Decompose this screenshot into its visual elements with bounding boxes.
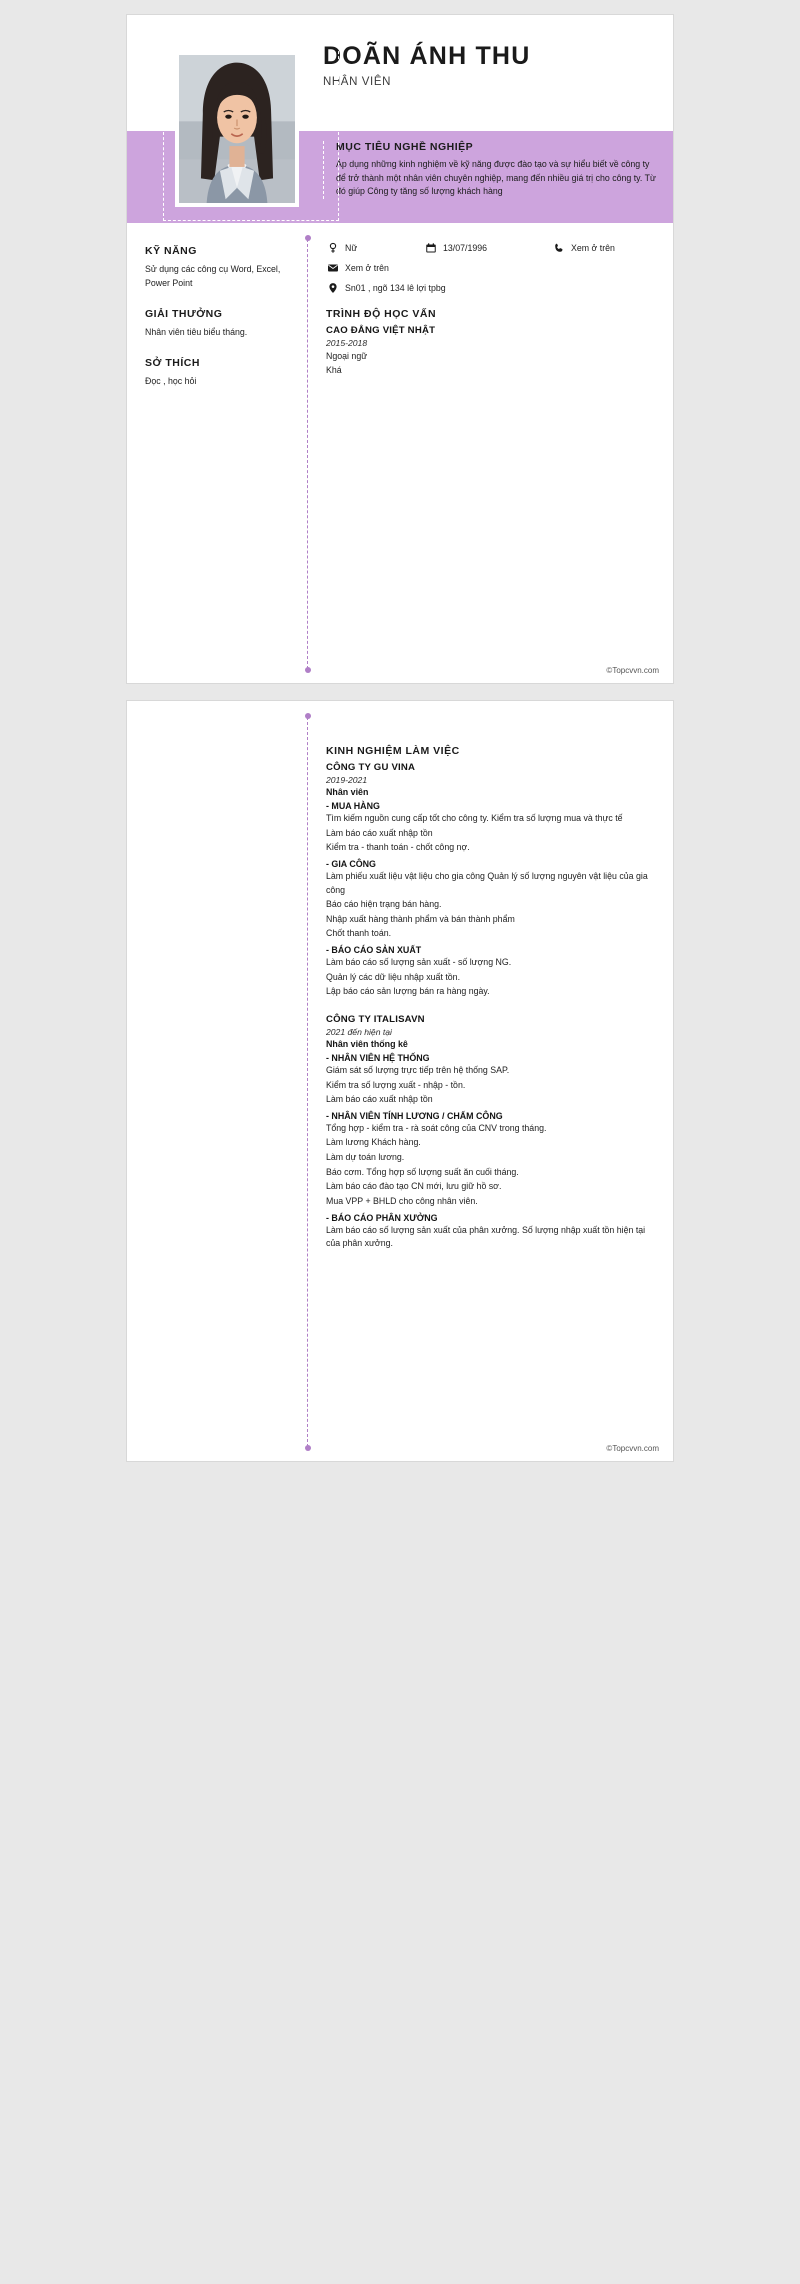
contact-phone-value: Xem ở trên bbox=[571, 242, 615, 253]
experience-role: Nhân viên thống kê bbox=[326, 1038, 408, 1049]
resume-page-2 bbox=[126, 700, 674, 1462]
education-section bbox=[326, 308, 657, 377]
hobbies-text: Đọc , học hỏi bbox=[145, 376, 197, 387]
education-school: CAO ĐẲNG VIỆT NHẬT bbox=[326, 325, 436, 336]
experience-line: Nhập xuất hàng thành phẩm và bán thành phẩm bbox=[326, 913, 515, 924]
education-title: TRÌNH ĐỘ HỌC VẤN bbox=[326, 308, 437, 320]
experience-line: Làm báo cáo xuất nhập tồn bbox=[326, 827, 433, 838]
page-title: DOÃN ÁNH THU bbox=[323, 42, 531, 70]
left-sidebar-page-2 bbox=[127, 701, 307, 1461]
experience-period: 2021 đến hiện tại bbox=[326, 1026, 392, 1037]
contact-address bbox=[326, 281, 446, 294]
contact-birthday-value: 13/07/1996 bbox=[443, 242, 488, 253]
contact-gender-value: Nữ bbox=[345, 242, 358, 253]
resume-body-page-2 bbox=[127, 701, 673, 1461]
experience-line: Làm báo cáo số lượng sản xuất - số lượng NG. bbox=[326, 957, 512, 967]
experience-line: Làm dự toán lương. bbox=[326, 1152, 405, 1162]
calendar-icon bbox=[424, 241, 437, 254]
experience-line: Kiểm tra số lượng xuất - nhập - tồn. bbox=[326, 1079, 466, 1090]
contact-email bbox=[326, 261, 389, 274]
portrait-illustration bbox=[179, 55, 295, 203]
experience-line: Lập báo cáo sản lượng bán ra hàng ngày. bbox=[326, 986, 490, 997]
education-grade: Khá bbox=[326, 365, 342, 376]
envelope-icon bbox=[326, 261, 339, 274]
experience-line: Chốt thanh toán. bbox=[326, 928, 392, 939]
contact-info bbox=[326, 241, 657, 294]
experience-line: Tìm kiếm nguồn cung cấp tốt cho công ty. Kiểm tra số lượng mua và thực tế bbox=[326, 813, 623, 823]
gender-icon bbox=[326, 241, 339, 254]
contact-birthday bbox=[424, 241, 552, 254]
experience-line: Làm lương Khách hàng. bbox=[326, 1137, 421, 1148]
main-content-page-1 bbox=[308, 223, 673, 683]
education-major: Ngoại ngữ bbox=[326, 351, 368, 361]
experience-line: Quản lý các dữ liệu nhập xuất tồn. bbox=[326, 971, 461, 982]
experience-line: Mua VPP + BHLD cho công nhân viên. bbox=[326, 1195, 478, 1206]
name-block bbox=[323, 43, 655, 88]
experience-company: CÔNG TY GU VINA bbox=[326, 762, 416, 773]
contact-gender bbox=[326, 241, 424, 254]
experience-line: Làm báo cáo đào tạo CN mới, lưu giữ hồ sơ. bbox=[326, 1181, 502, 1192]
experience-subheading: - BÁO CÁO SẢN XUẤT bbox=[326, 945, 422, 955]
experience-line: Báo cơm. Tổng hợp số lượng suất ăn cuối tháng. bbox=[326, 1166, 519, 1177]
skills-title: KỸ NĂNG bbox=[145, 245, 197, 257]
contact-email-value: Xem ở trên bbox=[345, 262, 389, 273]
objective-block bbox=[323, 141, 657, 199]
hobbies-title: SỞ THÍCH bbox=[145, 357, 200, 370]
experience-line: Tổng hợp - kiểm tra - rà soát công của CNV trong tháng. bbox=[326, 1122, 547, 1133]
education-period: 2015-2018 bbox=[326, 338, 368, 348]
contact-address-value: Sn01 , ngõ 134 lê lợi tpbg bbox=[345, 282, 446, 293]
experience-line: Làm phiếu xuất liệu vật liệu cho gia công Quản lý số lượng nguyên vật liệu của gia công bbox=[326, 870, 648, 895]
experience-role: Nhân viên bbox=[326, 787, 369, 797]
experience-item bbox=[326, 762, 657, 999]
main-content-page-2 bbox=[308, 701, 673, 1461]
experience-item bbox=[326, 1014, 657, 1251]
phone-icon bbox=[552, 241, 565, 254]
experience-line: Kiểm tra - thanh toán - chốt công nợ. bbox=[326, 842, 470, 853]
experience-subheading: - BÁO CÁO PHÂN XƯỞNG bbox=[326, 1212, 438, 1223]
candidate-photo bbox=[179, 55, 295, 203]
resume-page-1 bbox=[126, 14, 674, 684]
contact-row bbox=[326, 241, 657, 254]
contact-phone bbox=[552, 241, 615, 254]
experience-company: CÔNG TY ITALISAVN bbox=[326, 1013, 425, 1025]
experience-subheading: - NHÂN VIÊN HỆ THỐNG bbox=[326, 1052, 430, 1063]
job-title: NHÂN VIÊN bbox=[323, 76, 392, 89]
experience-line: Báo cáo hiện trạng bán hàng. bbox=[326, 899, 442, 910]
contact-row bbox=[326, 281, 657, 294]
experience-title: KINH NGHIỆM LÀM VIỆC bbox=[326, 745, 460, 757]
objective-title: MỤC TIÊU NGHỀ NGHIỆP bbox=[336, 141, 474, 153]
experience-subheading: - GIA CÔNG bbox=[326, 858, 376, 869]
contact-row bbox=[326, 261, 657, 274]
left-sidebar bbox=[127, 223, 307, 683]
awards-text: Nhân viên tiêu biểu tháng. bbox=[145, 327, 248, 338]
skills-text: Sử dụng các công cụ Word, Excel, Power Point bbox=[145, 264, 281, 289]
awards-title: GIẢI THƯỞNG bbox=[145, 308, 223, 321]
objective-text: Áp dụng những kinh nghiệm về kỹ năng được đào tạo và sự hiểu biết về công ty để trở thành một nhân viên chuyên nghiệp, mang đến nhiều giá trị cho công ty. Từ đó giúp Công ty tăng số lượng khách hàng bbox=[336, 159, 656, 197]
watermark: ©Topcvvn.com bbox=[606, 666, 659, 675]
experience-line: Làm báo cáo số lượng sản xuất của phân xưởng. Số lượng nhập xuất tồn hiện tại của phân xưởng. bbox=[326, 1224, 646, 1249]
experience-subheading: - NHÂN VIÊN TÍNH LƯƠNG / CHẤM CÔNG bbox=[326, 1110, 503, 1121]
experience-subheading: - MUA HÀNG bbox=[326, 801, 380, 811]
experience-line: Làm báo cáo xuất nhập tồn bbox=[326, 1094, 433, 1105]
experience-period: 2019-2021 bbox=[326, 775, 368, 785]
location-icon bbox=[326, 281, 339, 294]
avatar bbox=[175, 51, 299, 207]
experience-line: Giám sát số lượng trực tiếp trên hệ thống SAP. bbox=[326, 1064, 510, 1075]
resume-body-page-1 bbox=[127, 223, 673, 683]
watermark: ©Topcvvn.com bbox=[606, 1444, 659, 1453]
